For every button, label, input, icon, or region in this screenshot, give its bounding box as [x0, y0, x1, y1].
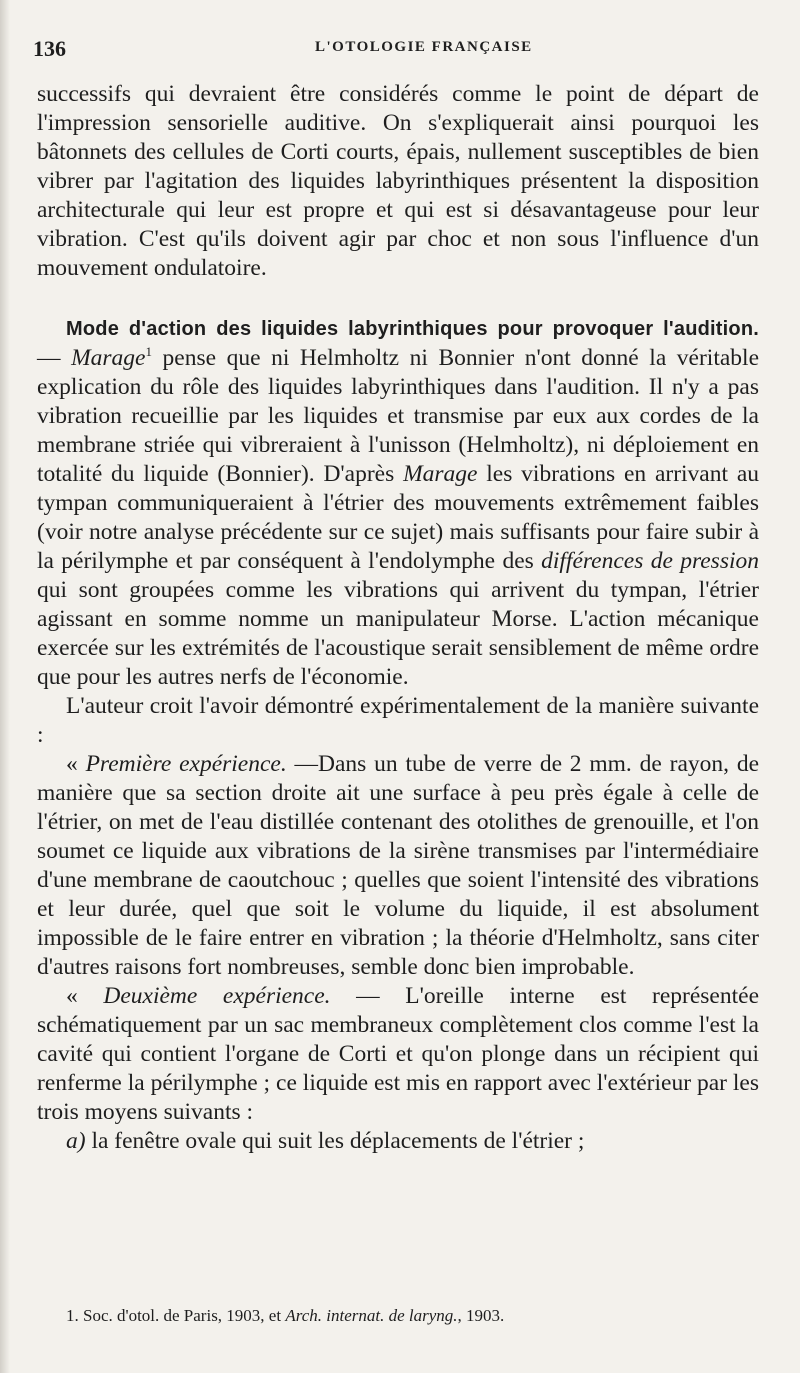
footnote-reference[interactable]: 1 [145, 344, 152, 360]
list-item-a: a) la fenêtre ovale qui suit les déplacements de l'étrier ; [66, 1128, 585, 1154]
author-name: Marage [71, 345, 146, 371]
author-name: Marage [403, 461, 478, 487]
paragraph-marage: Mode d'action des liquides labyrinthiques pour provoquer l'audition. — Marage$^1$ pense que ni Helmholtz ni Bonnier n'ont donné la véritable explication du rôle des liquides labyrinthiques dans l'audition. Il n'y a pas vibration recueillie par les liquides et transmise par eux aux cordes de la membrane striée qui vibreraient à l'unisson (Helmholtz), ni déploiement en totalité du liquide (Bonnier). D'après Marage les vibrations en arrivant au tympan communiqueraient à l'étrier des mouvements extrêmement faibles (voir notre analyse précédente sur ce sujet) mais suffisants pour faire subir à la périlymphe et par conséquent à l'endolymphe des différences de pression qui sont groupées comme les vibrations qui arrivent du tympan, l'étrier agissant en somme nomme un manipulateur Morse. L'action mécanique exercée sur les extrémités de l'acoustique serait sensiblement de même ordre que pour les autres nerfs de l'économie. [37, 318, 760, 690]
paragraph-first-experiment: « Première expérience. —Dans un tube de verre de 2 mm. de rayon, de manière que sa section droite ait une surface à peu près égale à celle de l'étrier, on met de l'eau distillée contenant des otolithes de grenouille, et l'on soumet ce liquide aux vibrations de la sirène transmises par l'intermédiaire d'une membrane de caoutchouc ; quelles que soient l'intensité des vibrations et leur durée, quel que soit le volume du liquide, il est absolument impossible de le faire entrer en vibration ; la théorie d'Helmholtz, sans citer d'autres raisons fort nombreuses, semble donc bien improbable. [37, 751, 760, 980]
footnote-number: 1. [66, 1306, 79, 1325]
journal-title: Arch. internat. de laryng. [285, 1306, 458, 1325]
experiment-label: Deuxième expérience. [103, 983, 331, 1009]
body-text [37, 80, 759, 1156]
section-heading: Mode d'action des liquides labyrinthiques pour provoquer l'audition. [66, 318, 759, 340]
emphasis: différences de pression [541, 548, 759, 574]
page-header [33, 36, 760, 60]
paragraph-second-experiment: « Deuxième expérience. — L'oreille interne est représentée schématiquement par un sac membraneux complètement clos comme l'est la cavité qui contient l'organe de Corti et qu'on plonge dans un récipient qui renferme la périlymphe ; ce liquide est mis en rapport avec l'extérieur par les trois moyens suivants : [37, 983, 759, 1125]
running-title: L'OTOLOGIE FRANÇAISE [315, 39, 533, 55]
paragraph-author-claim: L'auteur croit l'avoir démontré expérimentalement de la manière suivante : [37, 693, 759, 748]
paragraph-1: successifs qui devraient être considérés comme le point de départ de l'impression sensorielle auditive. On s'expliquerait ainsi pourquoi les bâtonnets des cellules de Corti courts, épais, nullement susceptibles de bien vibrer par l'agitation des liquides labyrinthiques présentent la disposition architecturale qui leur est propre et qui est si désavantageuse pour leur vibration. C'est qu'ils doivent agir par choc et non sous l'influence d'un mouvement ondulatoire. [37, 81, 759, 281]
list-marker: a) [66, 1128, 86, 1154]
experiment-label: Première expérience. [85, 751, 287, 777]
page-number: 136 [33, 36, 66, 61]
footnote: 1. Soc. d'otol. de Paris, 1903, et Arch. internat. de laryng., 1903. [66, 1306, 505, 1325]
